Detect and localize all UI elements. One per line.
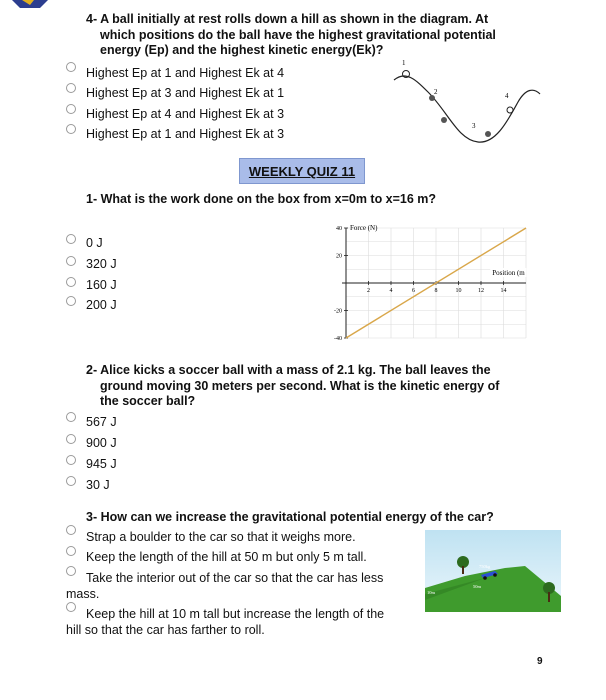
- x-tick-label: 2: [367, 288, 370, 294]
- car-hill-image: [425, 530, 561, 612]
- q4-option-3-label: Highest Ep at 4 and Highest Ek at 3: [86, 107, 285, 121]
- q3-option-3-label: Take the interior out of the car so that the car has less: [86, 571, 384, 585]
- q2-option-2-label: 900 J: [86, 436, 117, 450]
- hill-diagram: [392, 58, 542, 158]
- x-tick-label: 4: [389, 288, 393, 294]
- q4-option-4-radio[interactable]: [66, 124, 76, 134]
- q4-option-2-label: Highest Ep at 3 and Highest Ek at 1: [86, 86, 285, 100]
- q1-option-4-label: 200 J: [86, 298, 117, 312]
- corner-decoration: [0, 0, 60, 14]
- q4-title-line: which positions do the ball have the highest gravitational potential: [100, 27, 496, 42]
- length-label: 50m: [473, 584, 482, 589]
- q3-option-4-radio[interactable]: [66, 602, 76, 612]
- q3-option-1-label: Strap a boulder to the car so that it weighs more.: [86, 530, 356, 544]
- q3-title: 3- How can we increase the gravitational potential energy of the car?: [86, 510, 494, 524]
- q3-option-1-radio[interactable]: [66, 525, 76, 535]
- q2-title-line: the soccer ball?: [100, 394, 196, 408]
- q3-option-4-label: Keep the hill at 10 m tall but increase the length of the: [86, 607, 385, 621]
- q1-title: 1- What is the work done on the box from x=0m to x=16 m?: [86, 192, 437, 206]
- q4-title-line: energy (Ep) and the highest kinetic energy(Ek)?: [100, 43, 384, 57]
- diagram-label-4: 4: [505, 92, 509, 100]
- chart-ticks: [334, 226, 507, 342]
- q1-option-3-radio[interactable]: [66, 277, 76, 287]
- q1-option-2-radio[interactable]: [66, 256, 76, 266]
- ball-position-3: [441, 117, 447, 123]
- q4-option-4-label: Highest Ep at 1 and Highest Ek at 3: [86, 127, 285, 141]
- q1-option-4-radio[interactable]: [66, 296, 76, 306]
- q4-option-2-radio[interactable]: [66, 83, 76, 93]
- diagram-label-1: 1: [402, 59, 406, 67]
- car-mass-label: 750kg: [479, 564, 491, 569]
- diagram-label-3: 3: [472, 122, 476, 130]
- y-tick-label: -40: [334, 336, 342, 342]
- ball-position-5: [507, 107, 513, 113]
- q2-title-line: ground moving 30 meters per second. What is the kinetic energy of: [100, 378, 500, 393]
- page-number: 9: [537, 656, 543, 667]
- q3-option-2-radio[interactable]: [66, 546, 76, 556]
- q4-option-1-radio[interactable]: [66, 62, 76, 72]
- chart-ylabel: Force (N): [350, 224, 378, 232]
- x-tick-label: 8: [434, 288, 438, 294]
- y-tick-label: 20: [336, 253, 342, 260]
- q2-title-line: 2- Alice kicks a soccer ball with a mass of 2.1 kg. The ball leaves the: [86, 363, 491, 377]
- q4-option-3-radio[interactable]: [66, 104, 76, 114]
- q3-option-3-label-cont: mass.: [66, 587, 100, 601]
- y-tick-label: -20: [334, 308, 342, 315]
- q1-option-1-label: 0 J: [86, 236, 103, 250]
- q1-option-1-radio[interactable]: [66, 234, 76, 244]
- x-tick-label: 14: [500, 288, 507, 294]
- q4-title-line: 4- A ball initially at rest rolls down a hill as shown in the diagram. At: [86, 12, 489, 26]
- q2-option-1-label: 567 J: [86, 415, 117, 429]
- ball-position-4: [485, 131, 491, 137]
- q2-option-4-radio[interactable]: [66, 476, 76, 486]
- weekly-quiz-header: WEEKLY QUIZ 11: [239, 158, 365, 184]
- q2-option-1-radio[interactable]: [66, 412, 76, 422]
- q3-option-4-label-cont: hill so that the car has farther to roll.: [66, 623, 265, 637]
- force-position-chart: [330, 220, 540, 345]
- q2-option-2-radio[interactable]: [66, 434, 76, 444]
- x-tick-label: 12: [478, 288, 484, 294]
- q2-option-4-label: 30 J: [86, 478, 110, 492]
- q4-title: [86, 12, 556, 59]
- q2-option-3-label: 945 J: [86, 457, 117, 471]
- q2-option-3-radio[interactable]: [66, 455, 76, 465]
- diagram-label-2: 2: [434, 88, 438, 96]
- q3-option-3-radio[interactable]: [66, 566, 76, 576]
- x-tick-label: 6: [412, 288, 415, 294]
- y-tick-label: 40: [336, 226, 342, 232]
- x-tick-label: 10: [455, 288, 462, 294]
- q1-option-2-label: 320 J: [86, 257, 117, 271]
- q1-option-3-label: 160 J: [86, 278, 117, 292]
- q3-option-2-label: Keep the length of the hill at 50 m but only 5 m tall.: [86, 550, 367, 564]
- q2-title: [86, 363, 556, 410]
- q4-option-1-label: Highest Ep at 1 and Highest Ek at 4: [86, 66, 285, 80]
- height-label: 10m: [427, 590, 436, 595]
- chart-xlabel: Position (m: [492, 269, 525, 277]
